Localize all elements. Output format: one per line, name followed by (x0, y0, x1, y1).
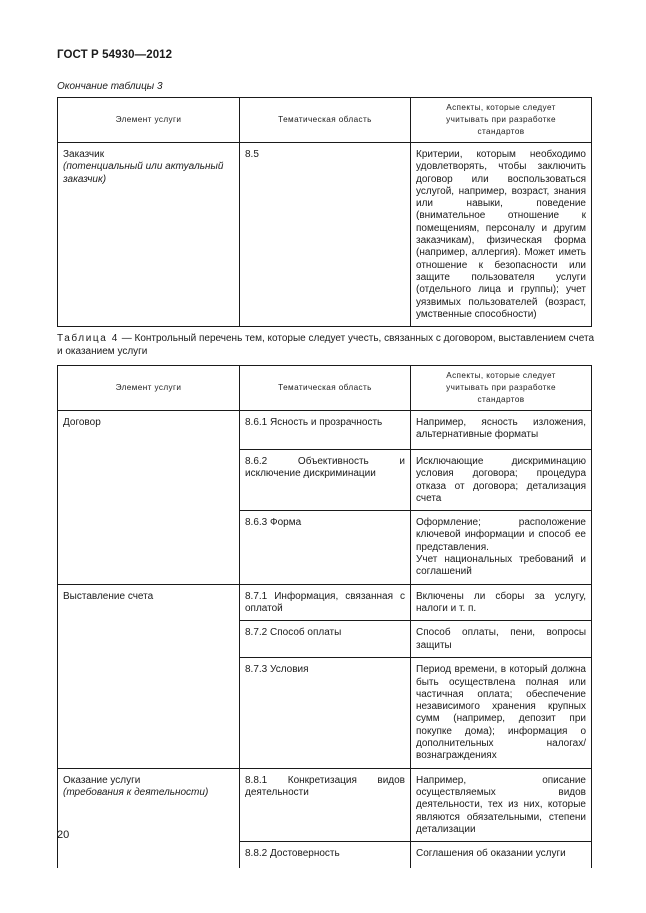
table4-group-element-delivery (58, 768, 240, 867)
table4-area-text: 8.7.2 Способ оплаты (245, 627, 342, 639)
table4-aspects-text: Соглашения об оказании услуги (416, 848, 566, 860)
table-row (58, 768, 592, 841)
table3-element-note: (потенциальный или актуальный заказчик) (63, 161, 224, 185)
table-row (58, 411, 592, 450)
table3-cell-area (240, 143, 411, 327)
table4-area-text: 8.7.1 Информация, связанная с оплатой (245, 590, 405, 614)
table4-area-text: 8.8.1 Конкретизация видов деятельности (245, 774, 405, 798)
table4-aspects-text: Например, описание осуществляемых видов деятельности, тех из них, которые являются обязательными, степени детализации (416, 774, 586, 835)
table3-header-element: Элемент услуги (58, 98, 240, 143)
table4-caption-text: — Контрольный перечень тем, которые следует учесть, связанных с договором, выставлением счета и оказанием услуги (57, 333, 595, 357)
table4-caption-label: Таблица 4 (57, 333, 119, 344)
table4-header-element: Элемент услуги (58, 366, 240, 411)
table4-area-text: 8.6.2 Объективность и исключение дискриминации (245, 456, 405, 480)
table4-aspects-text: Способ оплаты, пени, вопросы защиты (416, 627, 586, 651)
table3-header-area: Тематическая область (240, 98, 411, 143)
table4-area-text: 8.6.1 Ясность и прозрачность (245, 417, 383, 428)
table4-area-text: 8.7.3 Условия (245, 664, 309, 676)
table4-aspects-text: Например, ясность изложения, альтернативные форматы (416, 417, 586, 441)
table4-aspects-text: Период времени, в который должна быть осуществлена полная или частичная оплата; обеспечение независимого хранения крупных сумм (например, депозит при покупке дома); информация о дополнительных налогах/вознаграждениях (416, 664, 586, 762)
table4-area-text: 8.6.3 Форма (245, 517, 302, 529)
table4-aspects-text: Включены ли сборы за услугу, налоги и т. п. (416, 590, 586, 614)
table4-header-area: Тематическая область (240, 366, 411, 411)
page-number: 20 (57, 829, 70, 841)
table4-aspects-text: Исключающие дискриминацию условия договора; процедура отказа от договора; детализация счета (416, 456, 586, 504)
table3-header-aspects: Аспекты, которые следует учитывать при разработке стандартов (411, 98, 592, 143)
table3 (57, 97, 592, 327)
table3-aspects-text: Критерии, которым необходимо удовлетворять, чтобы заключить договор или воспользоваться услугой, например, возраст, знания или навыки, поведение (внимательное отношение к помещениям, персоналу и другим заказчикам), физическая форма (например, аллергия). Может иметь отношение к безопасности или защите пользователя услуги (отдельного лица и группы); учет уязвимых пользователей (возраст, умственные способности) (416, 149, 586, 320)
table3-cell-element (58, 143, 240, 327)
table4-aspects-text-extra: Учет национальных требований и соглашений (416, 554, 586, 578)
table4-header-aspects: Аспекты, которые следует учитывать при разработке стандартов (411, 366, 592, 411)
document-id-header: ГОСТ Р 54930—2012 (57, 49, 173, 61)
table4-aspects-text: Оформление; расположение ключевой информации и способ ее представления. (416, 517, 586, 553)
table4-caption (57, 333, 597, 358)
table3-cell-aspects (411, 143, 592, 327)
table4-group-element-contract (58, 411, 240, 585)
table4-element-label: Договор (63, 417, 101, 428)
table-row (58, 584, 592, 621)
table4-element-note: (требования к деятельности) (63, 786, 209, 798)
table4 (57, 365, 592, 868)
table4-element-label: Оказание услуги (63, 774, 141, 786)
table3-caption: Окончание таблицы 3 (57, 81, 163, 92)
table3-element-label: Заказчик (63, 149, 105, 160)
table4-group-element-billing (58, 584, 240, 768)
table4-element-label: Выставление счета (63, 590, 154, 602)
table4-area-text: 8.8.2 Достоверность (245, 848, 340, 860)
table3-area-text: 8.5 (245, 149, 259, 160)
